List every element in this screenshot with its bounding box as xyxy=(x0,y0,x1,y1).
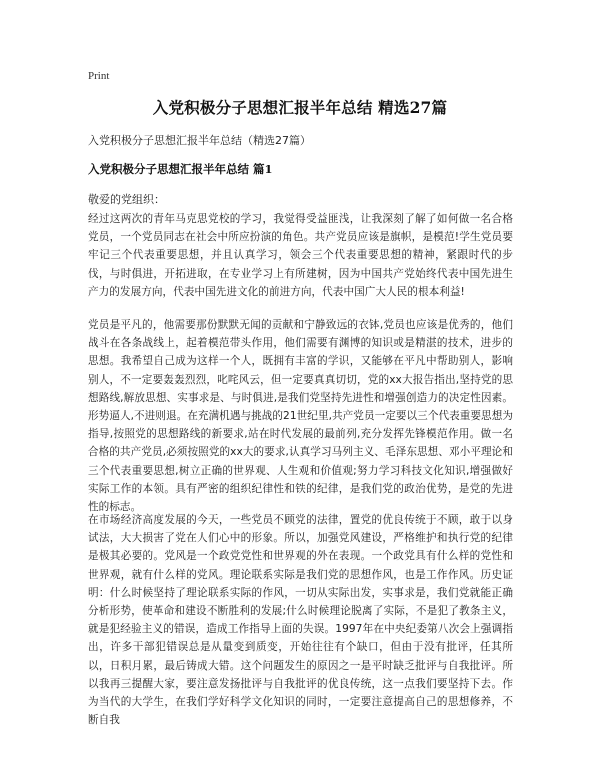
paragraph-1: 经过这两次的青年马克思党校的学习，我觉得受益匪浅，让我深刻了解了如何做一名合格党员，一个党员同志在社会中所应扮演的角色。共产党员应该是旗帜，是模范!学生党员要牢记三个代表重要思想，并且认真学习，领会三个代表重要思想的精神，紧跟时代的步伐，与时俱进，开拓进取，在专业学习上有所建树，因为中国共产党始终代表中国先进生产力的发展方向，代表中国先进文化的前进方向，代表中国广大人民的根本利益! xyxy=(88,213,513,298)
page-title: 入党积极分子思想汇报半年总结 精选27篇 xyxy=(152,98,448,117)
document-subtitle: 入党积极分子思想汇报半年总结（精选27篇） xyxy=(88,134,311,147)
greeting: 敬爱的党组织： xyxy=(88,193,165,206)
paragraph-3: 在市场经济高度发展的今天，一些党员不顾党的法律，置党的优良传统于不顾，敢于以身试法，大大损害了党在人们心中的形象。所以，加强党风建设，严格维护和执行党的纪律是极其必要的。党风是一个政党党性和世界观的外在表现。一个政党具有什么样的党性和世界观，就有什么样的党风。理论联系实际是我们党的思想作风，也是工作作风。历史证明：什么时候坚持了理论联系实际的作风，一切从实际出发，实事求是，我们党就能正确分析形势，使革命和建设不断胜利的发展;什么时候理论脱离了实际，不是犯了教条主义，就是犯经验主义的错误，造成工作指导上面的失误。1997年在中央纪委第八次会上强调指出，许多干部犯错误总是从量变到质变，开始往往有个缺口，但由于没有批评，任其所以，日积月累，最后铸成大错。这个问题发生的原因之一是平时缺乏批评与自我批评。所以我再三提醒大家，要注意发扬批评与自我批评的优良传统，这一点我们要坚持下去。作为当代的大学生，在我们学好科学文化知识的同时，一定要注意提高自己的思想修养，不断自我 xyxy=(88,514,513,727)
print-label: Print xyxy=(88,70,110,82)
section-heading: 入党积极分子思想汇报半年总结 篇1 xyxy=(88,162,273,176)
paragraph-2: 党员是平凡的，他需要那份默默无闻的贡献和宁静致远的衣钵,党员也应该是优秀的，他们战斗在各条战线上，起着模范带头作用，他们需要有渊博的知识或是精湛的技术，进步的思想。我希望自己成为这样一个人，既拥有丰富的学识，又能够在平凡中帮助别人，影响别人，不一定要轰轰烈烈，叱咤风云，但一定要真真切切，党的xx大报告指出,坚持党的思想路线,解放思想、实事求是、与时俱进,是我们党坚持先进性和增强创造力的决定性因素。形势逼人,不进则退。在充满机遇与挑战的21世纪里,共产党员一定要以三个代表重要思想为指导,按照党的思想路线的新要求,站在时代发展的最前列,充分发挥先锋模范作用。做一名合格的共产党员,必须按照党的xx大的要求,认真学习马列主义、毛泽东思想、邓小平理论和三个代表重要思想,树立正确的世界观、人生观和价值观;努力学习科技文化知识,增强做好实际工作的本领。具有严密的组织纪律性和铁的纪律，是我们党的政治优势，是党的先进性的标志。 xyxy=(88,319,513,514)
